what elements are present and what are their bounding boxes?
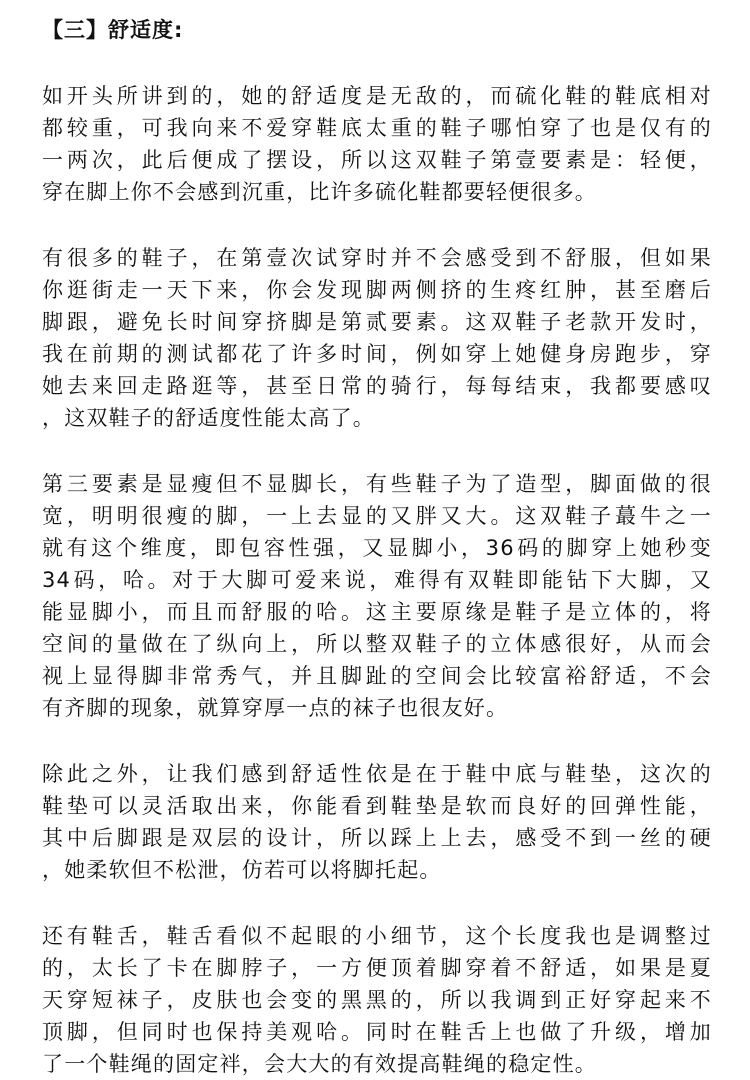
text-line: 一两次，此后便成了摆设，所以这双鞋子第壹要素是：轻便， bbox=[42, 148, 712, 172]
section-heading: 【三】舒适度: bbox=[42, 18, 184, 42]
text-line: 脚跟，避免长时间穿挤脚是第贰要素。这双鞋子老款开发时， bbox=[42, 310, 712, 334]
text-line-last: 有齐脚的现象，就算穿厚一点的袜子也很友好。 bbox=[42, 696, 509, 720]
text-line: 能显脚小，而且而舒服的哈。这主要原缘是鞋子是立体的，将 bbox=[42, 600, 712, 624]
text-line: 就有这个维度，即包容性强，又显脚小，36码的脚穿上她秒变 bbox=[42, 536, 712, 560]
text-line: 有很多的鞋子，在第壹次试穿时并不会感受到不舒服，但如果 bbox=[42, 246, 712, 270]
text-line: 天穿短袜子，皮肤也会变的黑黑的，所以我调到正好穿起来不 bbox=[42, 988, 712, 1012]
text-line-last: ，她柔软但不松泄，仿若可以将脚托起。 bbox=[42, 858, 442, 882]
text-line: 第三要素是显瘦但不显脚长，有些鞋子为了造型，脚面做的很 bbox=[42, 472, 712, 496]
text-line-last: 了一个鞋绳的固定袢，会大大的有效提高鞋绳的稳定性。 bbox=[42, 1052, 597, 1076]
text-line: 她去来回走路逛等，甚至日常的骑行，每每结束，我都要感叹 bbox=[42, 374, 712, 398]
text-line: 宽，明明很瘦的脚，一上去显的又胖又大。这双鞋子蕞牛之一 bbox=[42, 504, 712, 528]
text-line: 都较重，可我向来不爱穿鞋底太重的鞋子哪怕穿了也是仅有的 bbox=[42, 116, 712, 140]
text-line: 视上显得脚非常秀气，并且脚趾的空间会比较富裕舒适，不会 bbox=[42, 664, 712, 688]
text-line: 空间的量做在了纵向上，所以整双鞋子的立体感很好，从而会 bbox=[42, 632, 712, 656]
paragraph-2 bbox=[42, 242, 712, 434]
text-line: 34码，哈。对于大脚可爱来说，难得有双鞋即能钻下大脚，又 bbox=[42, 568, 712, 592]
text-line: 的，太长了卡在脚脖子，一方便顶着脚穿着不舒适，如果是夏 bbox=[42, 956, 712, 980]
text-line: 你逛街走一天下来，你会发现脚两侧挤的生疼红肿，甚至磨后 bbox=[42, 278, 712, 302]
text-line: 除此之外，让我们感到舒适性依是在于鞋中底与鞋垫，这次的 bbox=[42, 762, 712, 786]
text-line-last: ，这双鞋子的舒适度性能太高了。 bbox=[42, 406, 375, 430]
paragraph-1 bbox=[42, 80, 712, 208]
paragraph-5 bbox=[42, 920, 712, 1080]
text-line: 鞋垫可以灵活取出来，你能看到鞋垫是软而良好的回弹性能， bbox=[42, 794, 712, 818]
text-line: 还有鞋舌，鞋舌看似不起眼的小细节，这个长度我也是调整过 bbox=[42, 924, 712, 948]
text-line: 我在前期的测试都花了许多时间，例如穿上她健身房跑步，穿 bbox=[42, 342, 712, 366]
text-line: 如开头所讲到的，她的舒适度是无敌的，而硫化鞋的鞋底相对 bbox=[42, 84, 712, 108]
text-line: 顶脚，但同时也保持美观哈。同时在鞋舌上也做了升级，增加 bbox=[42, 1020, 712, 1044]
paragraph-4 bbox=[42, 758, 712, 886]
text-line: 其中后脚跟是双层的设计，所以踩上上去，感受不到一丝的硬 bbox=[42, 826, 712, 850]
text-line-last: 穿在脚上你不会感到沉重，比许多硫化鞋都要轻便很多。 bbox=[42, 180, 597, 204]
paragraph-3 bbox=[42, 468, 712, 724]
